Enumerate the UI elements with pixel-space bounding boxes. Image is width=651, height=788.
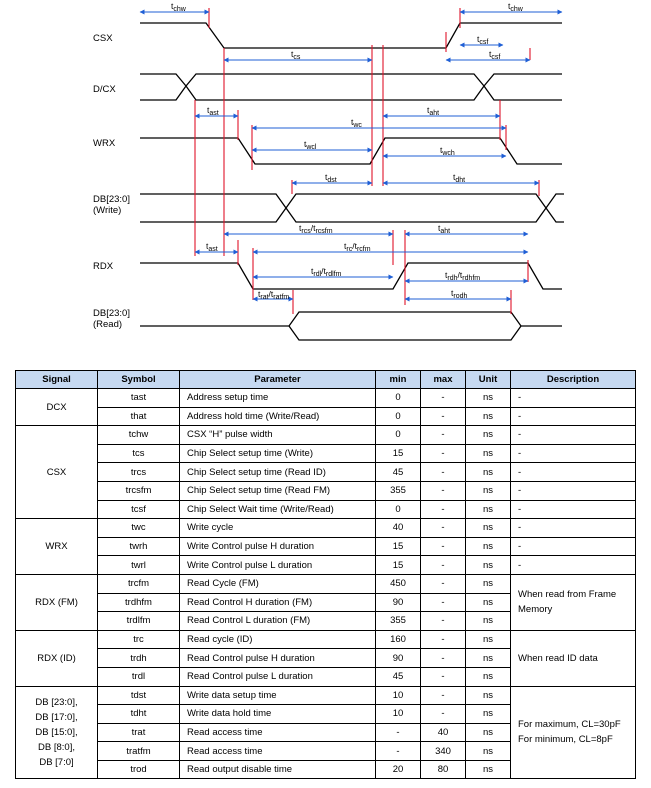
signal-name-line: CSX	[46, 466, 67, 478]
waveform-db-write	[140, 194, 564, 222]
label-trc: $t_{rc}/t_{rcfm}$	[344, 241, 371, 253]
table-row	[16, 481, 636, 500]
table-row	[16, 463, 636, 482]
timing-diagram	[0, 0, 651, 360]
table-row	[16, 556, 636, 575]
symbol-cell: trat	[98, 723, 180, 742]
unit-cell: ns	[466, 649, 511, 668]
waveform-dcx	[140, 74, 562, 100]
unit-cell: ns	[466, 593, 511, 612]
parameter-cell: Read output disable time	[180, 760, 376, 779]
header-signal: Signal	[16, 371, 98, 389]
parameter-cell: CSX “H” pulse width	[180, 426, 376, 445]
symbol-cell: trcfm	[98, 574, 180, 593]
table-row	[16, 686, 636, 705]
unit-cell: ns	[466, 705, 511, 724]
signal-label-db-write: DB[23:0]	[93, 194, 130, 205]
signal-cell	[16, 574, 98, 630]
min-cell: 10	[376, 705, 421, 724]
max-cell: -	[421, 389, 466, 408]
table-row	[16, 537, 636, 556]
symbol-cell: tdst	[98, 686, 180, 705]
min-cell: 355	[376, 612, 421, 631]
unit-cell: ns	[466, 444, 511, 463]
parameter-cell: Write cycle	[180, 519, 376, 538]
table-row	[16, 574, 636, 593]
signal-name-line: RDX (FM)	[35, 596, 78, 608]
unit-cell: ns	[466, 686, 511, 705]
parameter-cell: Chip Select setup time (Read ID)	[180, 463, 376, 482]
parameter-cell: Write Control pulse L duration	[180, 556, 376, 575]
max-cell: -	[421, 649, 466, 668]
parameter-cell: Chip Select setup time (Write)	[180, 444, 376, 463]
unit-cell: ns	[466, 389, 511, 408]
table-row	[16, 519, 636, 538]
description-cell	[511, 686, 636, 779]
symbol-cell: trdhfm	[98, 593, 180, 612]
symbol-cell: tchw	[98, 426, 180, 445]
label-taht-read: $t_{aht}$	[438, 223, 451, 235]
unit-cell: ns	[466, 463, 511, 482]
min-cell: 355	[376, 481, 421, 500]
table-row	[16, 500, 636, 519]
description-cell	[511, 630, 636, 686]
description-cell: -	[511, 389, 636, 408]
max-cell: -	[421, 667, 466, 686]
table-body	[16, 389, 636, 779]
waveform-csx	[140, 23, 562, 48]
timing-table	[15, 370, 636, 779]
unit-cell: ns	[466, 612, 511, 631]
symbol-cell: trdl	[98, 667, 180, 686]
unit-cell: ns	[466, 481, 511, 500]
label-trcs: $t_{rcs}/t_{rcsfm}$	[299, 223, 333, 235]
waveform-rdx	[140, 263, 562, 289]
symbol-cell: tast	[98, 389, 180, 408]
signal-name-line: DB [7:0]	[39, 756, 74, 768]
signal-name-line: DB [17:0],	[35, 711, 78, 723]
parameter-cell: Address setup time	[180, 389, 376, 408]
description-cell: -	[511, 556, 636, 575]
waveforms	[140, 23, 564, 340]
description-cell: -	[511, 426, 636, 445]
label-twc: $t_{wc}$	[351, 117, 362, 129]
parameter-cell: Chip Select Wait time (Write/Read)	[180, 500, 376, 519]
parameter-cell: Read Control L duration (FM)	[180, 612, 376, 631]
min-cell: 90	[376, 649, 421, 668]
description-line: When read from Frame	[518, 589, 617, 601]
min-cell: 0	[376, 426, 421, 445]
parameter-cell: Read Control pulse L duration	[180, 667, 376, 686]
symbol-cell: trdlfm	[98, 612, 180, 631]
parameter-cell: Write data setup time	[180, 686, 376, 705]
parameter-cell: Read access time	[180, 723, 376, 742]
min-cell: 0	[376, 389, 421, 408]
header-symbol: Symbol	[98, 371, 180, 389]
unit-cell: ns	[466, 556, 511, 575]
unit-cell: ns	[466, 537, 511, 556]
description-cell: -	[511, 519, 636, 538]
description-cell: -	[511, 481, 636, 500]
label-tdht: $t_{dht}$	[453, 172, 466, 184]
symbol-cell: trcsfm	[98, 481, 180, 500]
signal-name-line: RDX (ID)	[37, 652, 76, 664]
max-cell: 40	[421, 723, 466, 742]
unit-cell: ns	[466, 667, 511, 686]
label-taht-write: $t_{aht}$	[427, 105, 440, 117]
max-cell: -	[421, 612, 466, 631]
unit-cell: ns	[466, 407, 511, 426]
header-description: Description	[511, 371, 636, 389]
symbol-cell: trdh	[98, 649, 180, 668]
signal-name-line: DCX	[46, 401, 67, 413]
min-cell: 15	[376, 556, 421, 575]
header-max: max	[421, 371, 466, 389]
parameter-cell: Chip Select setup time (Read FM)	[180, 481, 376, 500]
symbol-cell: twc	[98, 519, 180, 538]
max-cell: -	[421, 705, 466, 724]
max-cell: -	[421, 537, 466, 556]
label-tchw-left: $t_{chw}$	[171, 1, 186, 13]
description-line: For maximum, CL=30pF	[518, 719, 621, 731]
min-cell: -	[376, 742, 421, 761]
signal-cell	[16, 519, 98, 575]
signal-name-line: DB [8:0],	[38, 741, 75, 753]
label-tchw-right: $t_{chw}$	[508, 1, 523, 13]
symbol-cell: tcs	[98, 444, 180, 463]
parameter-cell: Read access time	[180, 742, 376, 761]
label-twcl: $t_{wcl}$	[304, 139, 317, 151]
max-cell: 80	[421, 760, 466, 779]
label-trodh: $t_{rodh}$	[451, 288, 468, 300]
label-tast-write: $t_{ast}$	[207, 105, 219, 117]
parameter-cell: Write data hold time	[180, 705, 376, 724]
unit-cell: ns	[466, 723, 511, 742]
label-trdh: $t_{rdh}/t_{rdhfm}$	[445, 270, 481, 282]
min-cell: 45	[376, 667, 421, 686]
table-row	[16, 444, 636, 463]
label-tast-read: $t_{ast}$	[206, 241, 218, 253]
description-line: When read ID data	[518, 652, 598, 664]
table-header-row	[16, 371, 636, 389]
signal-label-db-read-sub: (Read)	[93, 319, 123, 330]
signal-cell	[16, 426, 98, 519]
description-cell: -	[511, 463, 636, 482]
max-cell: -	[421, 556, 466, 575]
label-trdl: $t_{rdl}/t_{rdlfm}$	[311, 266, 342, 278]
max-cell: -	[421, 407, 466, 426]
description-cell: -	[511, 537, 636, 556]
signal-cell	[16, 686, 98, 779]
symbol-cell: twrh	[98, 537, 180, 556]
table-row	[16, 389, 636, 408]
min-cell: 40	[376, 519, 421, 538]
parameter-cell: Write Control pulse H duration	[180, 537, 376, 556]
signal-name-line: DB [23:0],	[35, 696, 78, 708]
min-cell: 0	[376, 407, 421, 426]
signal-label-db-write-sub: (Write)	[93, 205, 122, 216]
label-tcsf-2: $t_{csf}$	[489, 49, 501, 61]
label-twch: $t_{wch}$	[440, 145, 455, 157]
description-cell: -	[511, 444, 636, 463]
symbol-cell: twrl	[98, 556, 180, 575]
signal-label-db-read: DB[23:0]	[93, 308, 130, 319]
signal-label-dcx: D/CX	[93, 84, 116, 95]
header-min: min	[376, 371, 421, 389]
unit-cell: ns	[466, 500, 511, 519]
label-tcs: $t_{cs}$	[291, 49, 301, 61]
symbol-cell: trcs	[98, 463, 180, 482]
description-cell: -	[511, 407, 636, 426]
table-row	[16, 407, 636, 426]
min-cell: 90	[376, 593, 421, 612]
unit-cell: ns	[466, 630, 511, 649]
min-cell: 450	[376, 574, 421, 593]
unit-cell: ns	[466, 742, 511, 761]
min-cell: 45	[376, 463, 421, 482]
min-cell: 20	[376, 760, 421, 779]
parameter-cell: Read Cycle (FM)	[180, 574, 376, 593]
label-tdst: $t_{dst}$	[325, 172, 337, 184]
unit-cell: ns	[466, 574, 511, 593]
waveform-wrx	[140, 138, 562, 164]
parameter-cell: Address hold time (Write/Read)	[180, 407, 376, 426]
reference-lines	[195, 8, 539, 314]
max-cell: -	[421, 519, 466, 538]
symbol-cell: tratfm	[98, 742, 180, 761]
max-cell: -	[421, 593, 466, 612]
signal-label-csx: CSX	[93, 33, 113, 44]
signal-name-line: DB [15:0],	[35, 726, 78, 738]
min-cell: -	[376, 723, 421, 742]
unit-cell: ns	[466, 426, 511, 445]
symbol-cell: trod	[98, 760, 180, 779]
label-trat: $t_{rat}/t_{ratfm}$	[258, 289, 290, 301]
table-row	[16, 426, 636, 445]
max-cell: -	[421, 574, 466, 593]
parameter-cell: Read cycle (ID)	[180, 630, 376, 649]
table-row	[16, 630, 636, 649]
signal-label-wrx: WRX	[93, 138, 116, 149]
min-cell: 0	[376, 500, 421, 519]
signal-label-rdx: RDX	[93, 261, 114, 272]
unit-cell: ns	[466, 760, 511, 779]
min-cell: 15	[376, 537, 421, 556]
description-line: Memory	[518, 604, 553, 616]
symbol-cell: trc	[98, 630, 180, 649]
description-line: For minimum, CL=8pF	[518, 734, 613, 746]
max-cell: -	[421, 481, 466, 500]
symbol-cell: that	[98, 407, 180, 426]
unit-cell: ns	[466, 519, 511, 538]
max-cell: -	[421, 463, 466, 482]
header-parameter: Parameter	[180, 371, 376, 389]
max-cell: -	[421, 630, 466, 649]
symbol-cell: tcsf	[98, 500, 180, 519]
parameter-cell: Read Control pulse H duration	[180, 649, 376, 668]
signal-cell	[16, 630, 98, 686]
description-cell: -	[511, 500, 636, 519]
signal-name-line: WRX	[45, 541, 68, 553]
min-cell: 160	[376, 630, 421, 649]
min-cell: 15	[376, 444, 421, 463]
waveform-db-read	[140, 312, 562, 340]
label-tcsf: $t_{csf}$	[477, 34, 489, 46]
max-cell: 340	[421, 742, 466, 761]
parameter-cell: Read Control H duration (FM)	[180, 593, 376, 612]
max-cell: -	[421, 444, 466, 463]
max-cell: -	[421, 500, 466, 519]
header-unit: Unit	[466, 371, 511, 389]
min-cell: 10	[376, 686, 421, 705]
symbol-cell: tdht	[98, 705, 180, 724]
max-cell: -	[421, 426, 466, 445]
signal-cell	[16, 389, 98, 426]
description-cell	[511, 574, 636, 630]
max-cell: -	[421, 686, 466, 705]
